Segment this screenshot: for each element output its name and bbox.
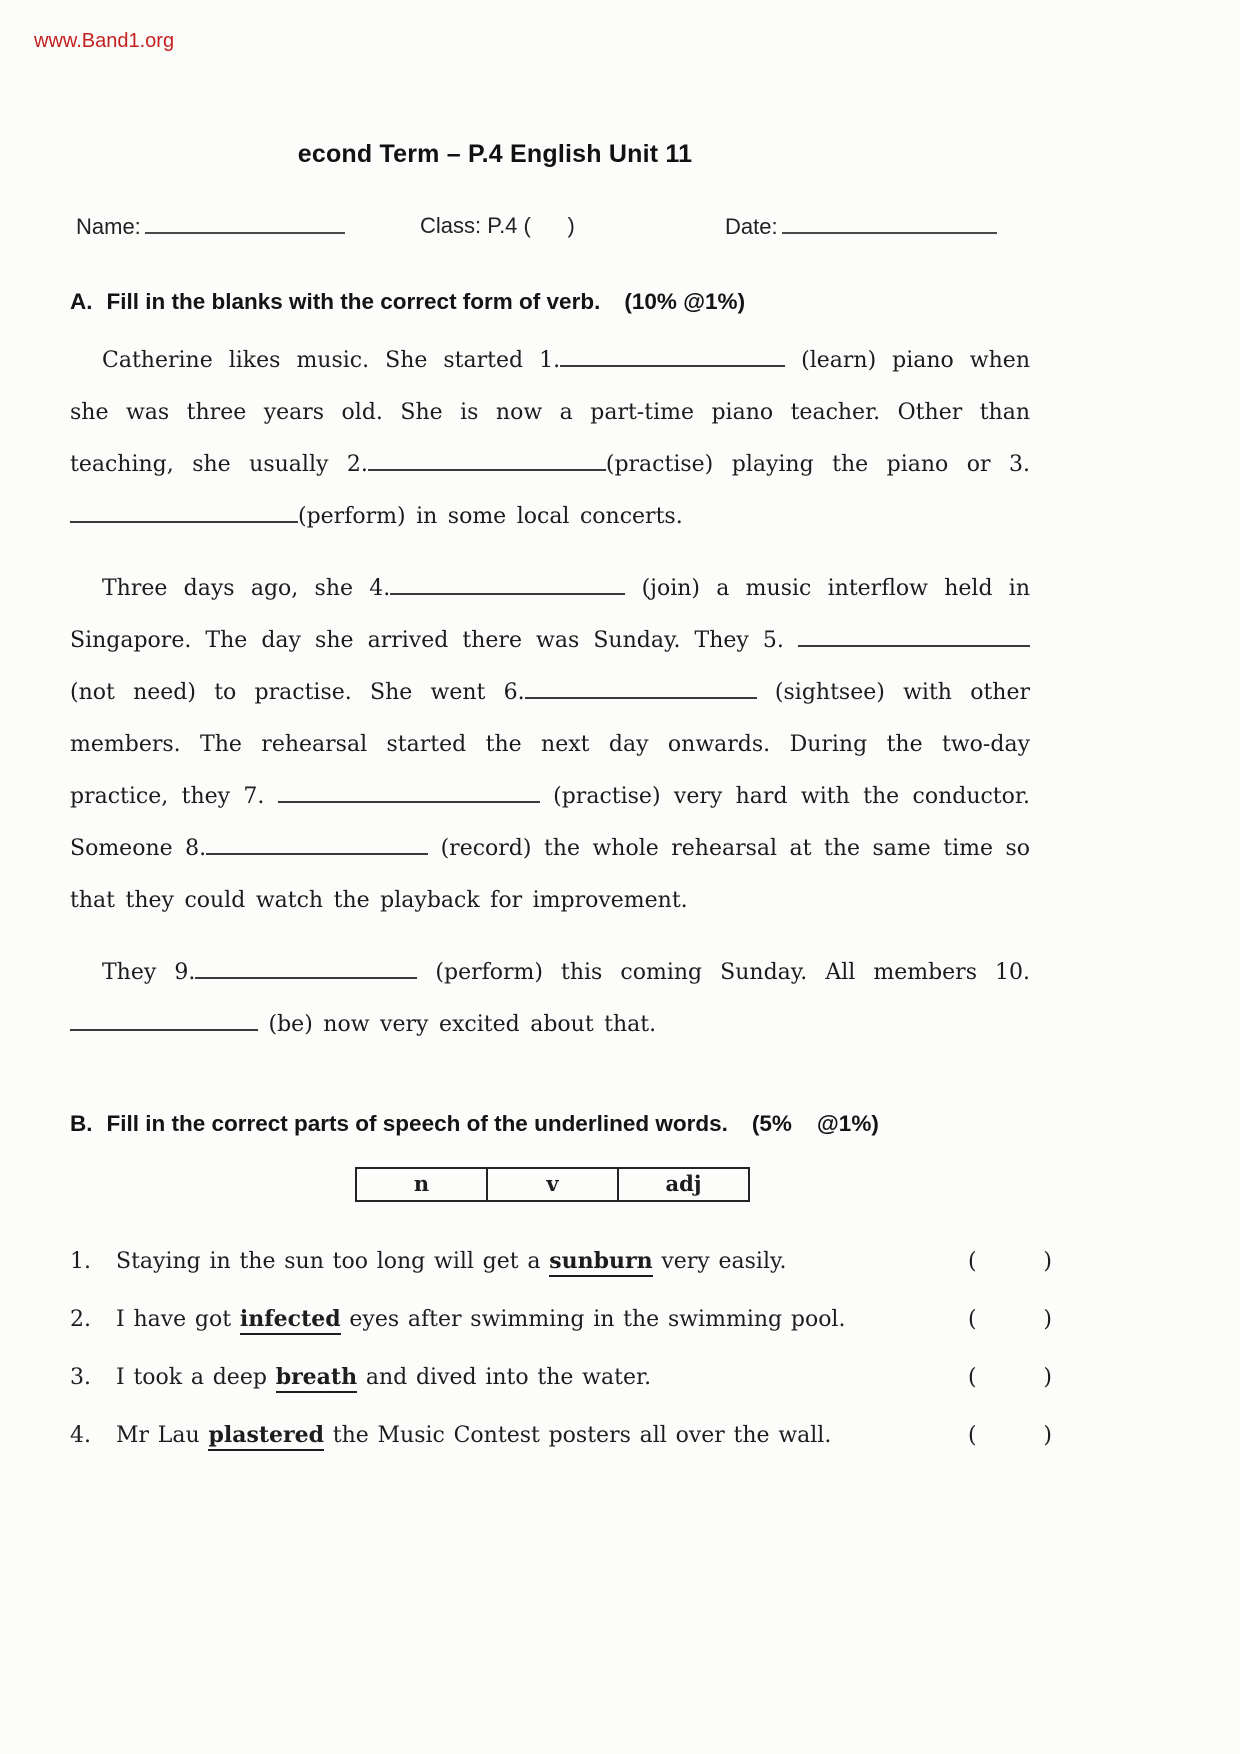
item-text-pre: Staying in the sun too long will get a [116,1249,550,1274]
student-info-row [70,209,1170,253]
item-number: 4. [70,1423,91,1448]
p2-text-4: (sightsee) with other members. The rehearsal started the next day onwards. During the two-day practice, they 7. [70,680,1031,809]
paragraph-1 [70,335,1030,543]
section-a-score: (10% @1%) [624,289,746,314]
item-text-pre: I took a deep [116,1365,276,1390]
pos-header-verb: v [487,1168,618,1201]
section-a-title: Fill in the blanks with the correct form of verb. [106,289,601,314]
pos-header-adjective: adj [618,1168,749,1201]
p2-text-6: (record) the whole rehearsal at the same time so that they could watch the playback for improvement. [70,836,1031,913]
p3-text-2: (perform) this coming Sunday. All members 10. [435,960,1031,985]
item-text-pre: Mr Lau [116,1423,209,1448]
answer-blank-5 [798,628,1030,647]
p1-text-2: (learn) piano when she was three years old. She is now a part-time piano teacher. Other than teaching, she usually 2. [70,348,1031,477]
item-number: 1. [70,1249,91,1274]
bracket-close: ) [1043,1423,1052,1448]
answer-brackets [968,1305,1052,1335]
underlined-word: sunburn [549,1248,652,1277]
question-item-3 [70,1362,1052,1393]
date-write-line [782,213,997,234]
item-text-post: the Music Contest posters all over the wall. [323,1423,832,1448]
answer-blank-8 [206,836,428,855]
section-b-heading [70,1111,1170,1137]
item-number: 3. [70,1365,91,1390]
class-field: Class: P.4 ( ) [420,213,575,238]
bracket-open: ( [968,1307,977,1332]
name-write-line [145,213,345,234]
item-text [116,1420,968,1451]
answer-blank-6 [525,680,757,699]
bracket-open: ( [968,1249,977,1274]
underlined-word: plastered [208,1422,324,1451]
item-text-post: and dived into the water. [357,1365,652,1390]
p2-text-3: (not need) to practise. She went 6. [70,680,525,705]
page-title: econd Term – P.4 English Unit 11 [297,140,693,168]
underlined-word: breath [276,1364,357,1393]
section-b-label: B. [70,1111,93,1136]
question-item-2 [70,1304,1052,1335]
section-b-title: Fill in the correct parts of speech of the underlined words. [106,1111,728,1136]
name-field [76,213,345,240]
section-b-score: (5% @1%) [751,1111,879,1136]
bracket-close: ) [1043,1307,1052,1332]
answer-blank-9 [195,960,417,979]
bracket-open: ( [968,1423,977,1448]
p3-text-3: (be) now very excited about that. [268,1012,657,1037]
item-number: 2. [70,1307,91,1332]
item-text-post: eyes after swimming in the swimming pool. [340,1307,846,1332]
item-text-pre: I have got [116,1307,240,1332]
paragraph-2 [70,563,1030,927]
answer-blank-7 [278,784,540,803]
item-text [116,1304,968,1335]
parts-of-speech-table [355,1167,750,1202]
answer-blank-2 [368,452,606,471]
answer-brackets [968,1363,1052,1393]
question-item-4 [70,1420,1052,1451]
section-a-heading [70,289,1170,315]
bracket-open: ( [968,1365,977,1390]
bracket-close: ) [1043,1365,1052,1390]
p3-text-1: They 9. [102,960,196,985]
answer-brackets [968,1247,1052,1277]
section-a-label: A. [70,289,93,314]
pos-header-noun: n [356,1168,487,1201]
answer-blank-4 [390,576,625,595]
bracket-close: ) [1043,1249,1052,1274]
item-text [116,1362,968,1393]
name-label: Name: [76,213,141,239]
section-b-items [70,1246,1052,1451]
p1-text-3: (practise) playing the piano or 3. [605,452,1030,477]
answer-blank-10 [70,1012,258,1031]
site-url: www.Band1.org [34,30,175,52]
question-item-1 [70,1246,1052,1277]
date-label: Date: [725,213,778,239]
underlined-word: infected [240,1306,341,1335]
answer-blank-1 [560,348,785,367]
date-field [725,213,997,240]
answer-brackets [968,1421,1052,1451]
p2-text-2: (join) a music interflow held in Singapore. The day she arrived there was Sunday. They 5. [70,576,1030,653]
table-row [356,1168,749,1201]
item-text-post: very easily. [652,1249,787,1274]
p2-text-1: Three days ago, she 4. [102,576,391,601]
p1-text-1: Catherine likes music. She started 1. [102,348,561,373]
item-text [116,1246,968,1277]
p2-text-5: (practise) very hard with the conductor. Someone 8. [70,784,1030,861]
paragraph-3 [70,947,1030,1051]
p1-text-4: (perform) in some local concerts. [298,504,683,529]
answer-blank-3 [70,504,298,523]
